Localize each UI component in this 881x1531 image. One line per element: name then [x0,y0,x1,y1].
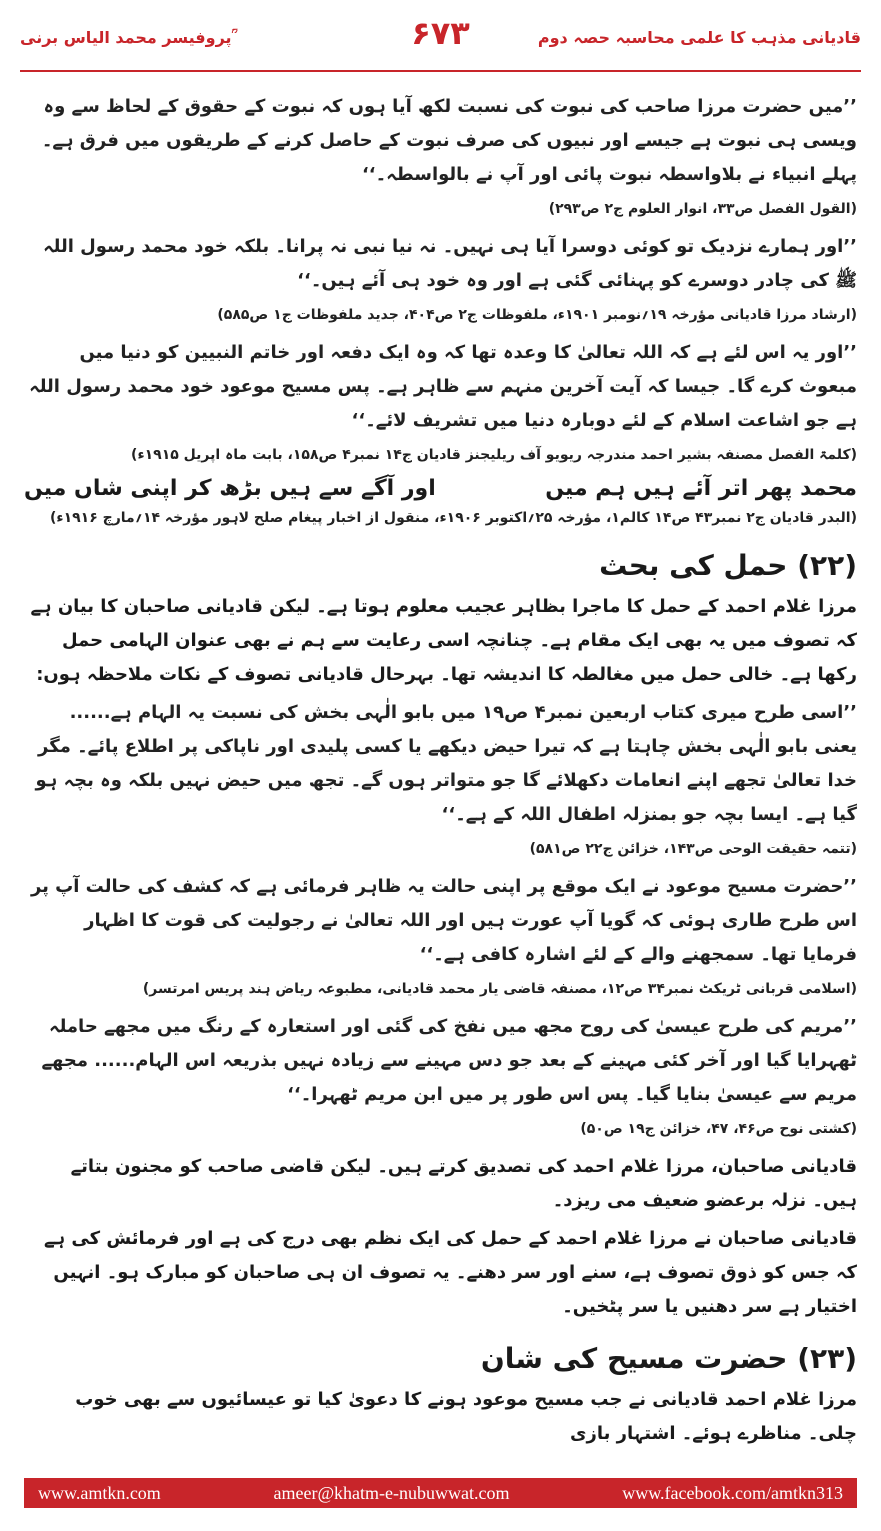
reference-4: (البدر قادیان ج۲ نمبر۴۳ ص۱۴ کالم۱، مؤرخہ ۲۵؍اکتوبر ۱۹۰۶ء، منقول از اخبار پیغام صلح لاہور مؤرخہ ۱۴؍مارچ ۱۹۱۶ء) [50,510,857,526]
reference-3: (کلمۃ الفصل مصنفہ بشیر احمد مندرجہ ریویو آف ریلیجنز قادیان ج۱۴ نمبر۴ ص۱۵۸، بابت ماہ اپریل ۱۹۱۵ء) [131,447,857,463]
quote-5: ’’حضرت مسیح موعود نے ایک موقع پر اپنی حالت یہ ظاہر فرمائی ہے کہ کشف کی حالت آپ پر اس طرح طاری ہوئی کہ گویا آپ عورت ہیں اور اللہ تعالیٰ نے رجولیت کی قوت کا اظہار فرمایا تھا۔ سمجھنے والے کے لئے اشارہ کافی ہے۔‘‘ [30,876,857,965]
quote-4: ’’اسی طرح میری کتاب اربعین نمبر۴ ص۱۹ میں بابو الٰہی بخش کی نسبت یہ الہام ہے...... یعنی بابو الٰہی بخش چاہتا ہے کہ تیرا حیض دیکھے یا کسی پلیدی اور ناپاکی پر اطلاع پائے۔ مگر خدا تعالیٰ تجھے اپنے انعامات دکھلائے گا جو متواتر ہوں گے۔ تجھ میں حیض نہیں بلکہ وہ بچہ ہو گیا ہے۔ ایسا بچہ جو بمنزلہ اطفال اللہ کے ہے۔‘‘ [35,702,857,825]
verse-second-half: اور آگے سے ہیں بڑھ کر اپنی شاں میں [24,476,436,501]
section-heading-22: (۲۲) حمل کی بحث [599,549,857,582]
poetry-verse [24,476,857,501]
header-author: پروفیسر محمد الیاس برنی ؒ [20,28,236,47]
page-body [24,90,857,1455]
quote-1: ’’میں حضرت مرزا صاحب کی نبوت کی نسبت لکھ آیا ہوں کہ نبوت کے حقوق کے لحاظ سے وہ ویسی ہی نبوت ہے جیسے اور نبیوں کی صرف نبوت کے حاصل کرنے کے طریقوں میں فرق ہے۔ پہلے انبیاء نے بلاواسطہ نبوت پائی اور آپ نے بالواسطہ۔‘‘ [41,96,857,185]
page-number: ۶۷۳ [411,14,470,52]
quote-6: ’’مریم کی طرح عیسیٰ کی روح مجھ میں نفخ کی گئی اور استعارہ کے رنگ میں مجھے حاملہ ٹھہرایا گیا اور آخر کئی مہینے کے بعد جو دس مہینے سے زیادہ نہیں بذریعہ اس الہام...... مجھے مریم سے عیسیٰ بنایا گیا۔ پس اس طور پر میں ابن مریم ٹھہرا۔‘‘ [41,1016,857,1105]
page-header [20,14,861,64]
reference-7: (کشتی نوح ص۴۶، ۴۷، خزائن ج۱۹ ص۵۰) [580,1121,857,1137]
reference-6: (اسلامی قربانی ٹریکٹ نمبر۳۴ ص۱۲، مصنفہ قاضی یار محمد قادیانی، مطبوعہ ریاض ہند پریس امرتسر) [142,981,857,997]
quote-3: ’’اور یہ اس لئے ہے کہ اللہ تعالیٰ کا وعدہ تھا کہ وہ ایک دفعہ اور خاتم النبیین کو دنیا میں مبعوث کرے گا۔ جیسا کہ آیت آخرین منہم سے ظاہر ہے۔ پس مسیح موعود خود محمد رسول اللہ ہے جو اشاعت اسلام کے لئے دوبارہ دنیا میں تشریف لائے۔‘‘ [29,342,857,431]
reference-1: (القول الفصل ص۳۳، انوار العلوم ج۲ ص۲۹۳) [548,201,857,217]
section-heading-23: (۲۳) حضرت مسیح کی شان [480,1342,857,1375]
reference-5: (تتمہ حقیقت الوحی ص۱۴۳، خزائن ج۲۲ ص۵۸۱) [529,841,857,857]
footer-email-link[interactable]: ameer@khatm-e-nubuwwat.com [273,1482,510,1503]
header-rule [20,70,861,72]
quote-2: ’’اور ہمارے نزدیک تو کوئی دوسرا آیا ہی نہیں۔ نہ نیا نبی نہ پرانا۔ بلکہ خود محمد رسول اللہ ﷺ کی چادر دوسرے کو پہنائی گئی ہے اور وہ خود ہی آئے ہیں۔‘‘ [43,236,857,291]
paragraph-2: قادیانی صاحبان، مرزا غلام احمد کی تصدیق کرتے ہیں۔ لیکن قاضی صاحب کو مجنون بتاتے ہیں۔ نزلہ برعضو ضعیف می ریزد۔ [70,1156,857,1211]
footer-facebook-link[interactable]: www.facebook.com/amtkn313 [622,1482,843,1503]
paragraph-4: مرزا غلام احمد قادیانی نے جب مسیح موعود ہونے کا دعویٰ کیا تو عیسائیوں سے بھی خوب چلی۔ مناظرے ہوئے۔ اشتہار بازی [75,1389,857,1444]
page-footer [24,1478,857,1508]
paragraph-1: مرزا غلام احمد کے حمل کا ماجرا بظاہر عجیب معلوم ہوتا ہے۔ لیکن قادیانی صاحبان کا بیان ہے کہ تصوف میں یہ بھی ایک مقام ہے۔ چنانچہ اسی رعایت سے ہم نے بھی عنوان الہامی حمل رکھا ہے۔ خالی حمل میں مغالطہ کا اندیشہ تھا۔ بہرحال قادیانی تصوف کے نکات ملاحظہ ہوں: [30,596,857,685]
header-book-title: قادیانی مذہب کا علمی محاسبہ حصہ دوم [537,28,861,47]
footer-website-link[interactable]: www.amtkn.com [38,1482,161,1503]
reference-2: (ارشاد مرزا قادیانی مؤرخہ ۱۹؍نومبر ۱۹۰۱ء، ملفوظات ج۲ ص۴۰۴، جدید ملفوظات ج۱ ص۵۸۵) [217,307,857,323]
paragraph-3: قادیانی صاحبان نے مرزا غلام احمد کے حمل کی ایک نظم بھی درج کی ہے اور فرمائش کی ہے کہ جس کو ذوق تصوف ہے، سنے اور سر دھنے۔ یہ تصوف ان ہی صاحبان کو مبارک ہو۔ انہیں اختیار ہے سر دھنیں یا سر پٹخیں۔ [44,1228,857,1317]
verse-first-half: محمد پھر اتر آئے ہیں ہم میں [545,476,857,501]
